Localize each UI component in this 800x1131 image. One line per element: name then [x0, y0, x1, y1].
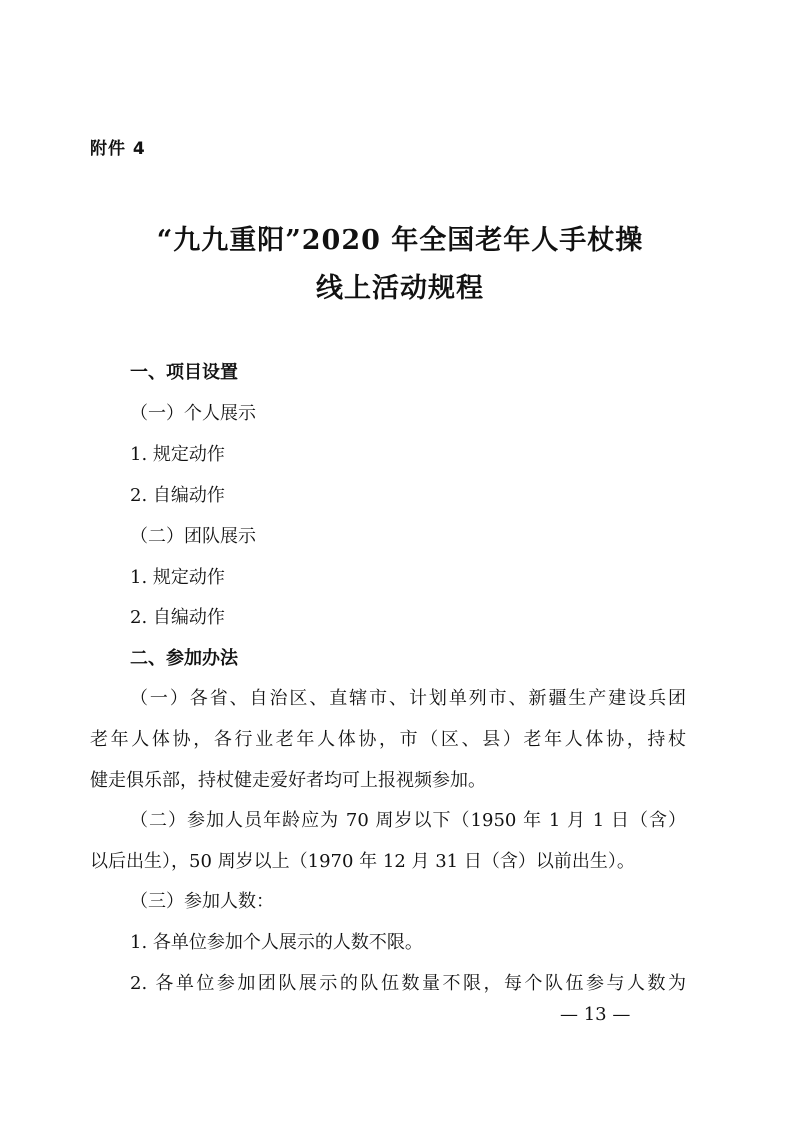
section-2-para-3: （三）参加人数：: [130, 891, 274, 912]
section-1-sub-1-item-2: 2. 自编动作: [130, 485, 225, 506]
title-line-1: “九九重阳”2020 年全国老年人手杖操: [156, 225, 644, 256]
title-line-2: 线上活动规程: [316, 273, 484, 304]
section-1-heading: 一、项目设置: [130, 362, 238, 383]
section-2-para-1-line-1: （一）各省、自治区、直辖市、计划单列市、新疆生产建设兵团: [130, 688, 686, 709]
section-1-sub-1-item-1: 1. 规定动作: [130, 444, 225, 465]
section-2-para-2-line-2: 以后出生），50 周岁以上（1970 年 12 月 31 日（含）以前出生）。: [90, 851, 635, 872]
section-2-para-1-line-3: 健走俱乐部，持杖健走爱好者均可上报视频参加。: [90, 770, 486, 791]
section-1-sub-2: （二）团队展示: [130, 526, 256, 547]
page-number: — 13 —: [560, 1004, 631, 1025]
section-1-sub-2-item-1: 1. 规定动作: [130, 567, 225, 588]
section-2-para-3-item-2: 2. 各单位参加团队展示的队伍数量不限，每个队伍参与人数为: [130, 973, 686, 994]
section-1-sub-1: （一）个人展示: [130, 403, 256, 424]
section-2-para-2-line-1: （二）参加人员年龄应为 70 周岁以下（1950 年 1 月 1 日（含）: [130, 810, 686, 831]
section-2-para-1-line-2: 老年人体协，各行业老年人体协，市（区、县）老年人体协，持杖: [90, 729, 686, 750]
section-2-para-3-item-1: 1. 各单位参加个人展示的人数不限。: [130, 932, 423, 953]
annex-label: 附件 4: [90, 139, 146, 159]
section-2-heading: 二、参加办法: [130, 648, 238, 669]
section-1-sub-2-item-2: 2. 自编动作: [130, 607, 225, 628]
